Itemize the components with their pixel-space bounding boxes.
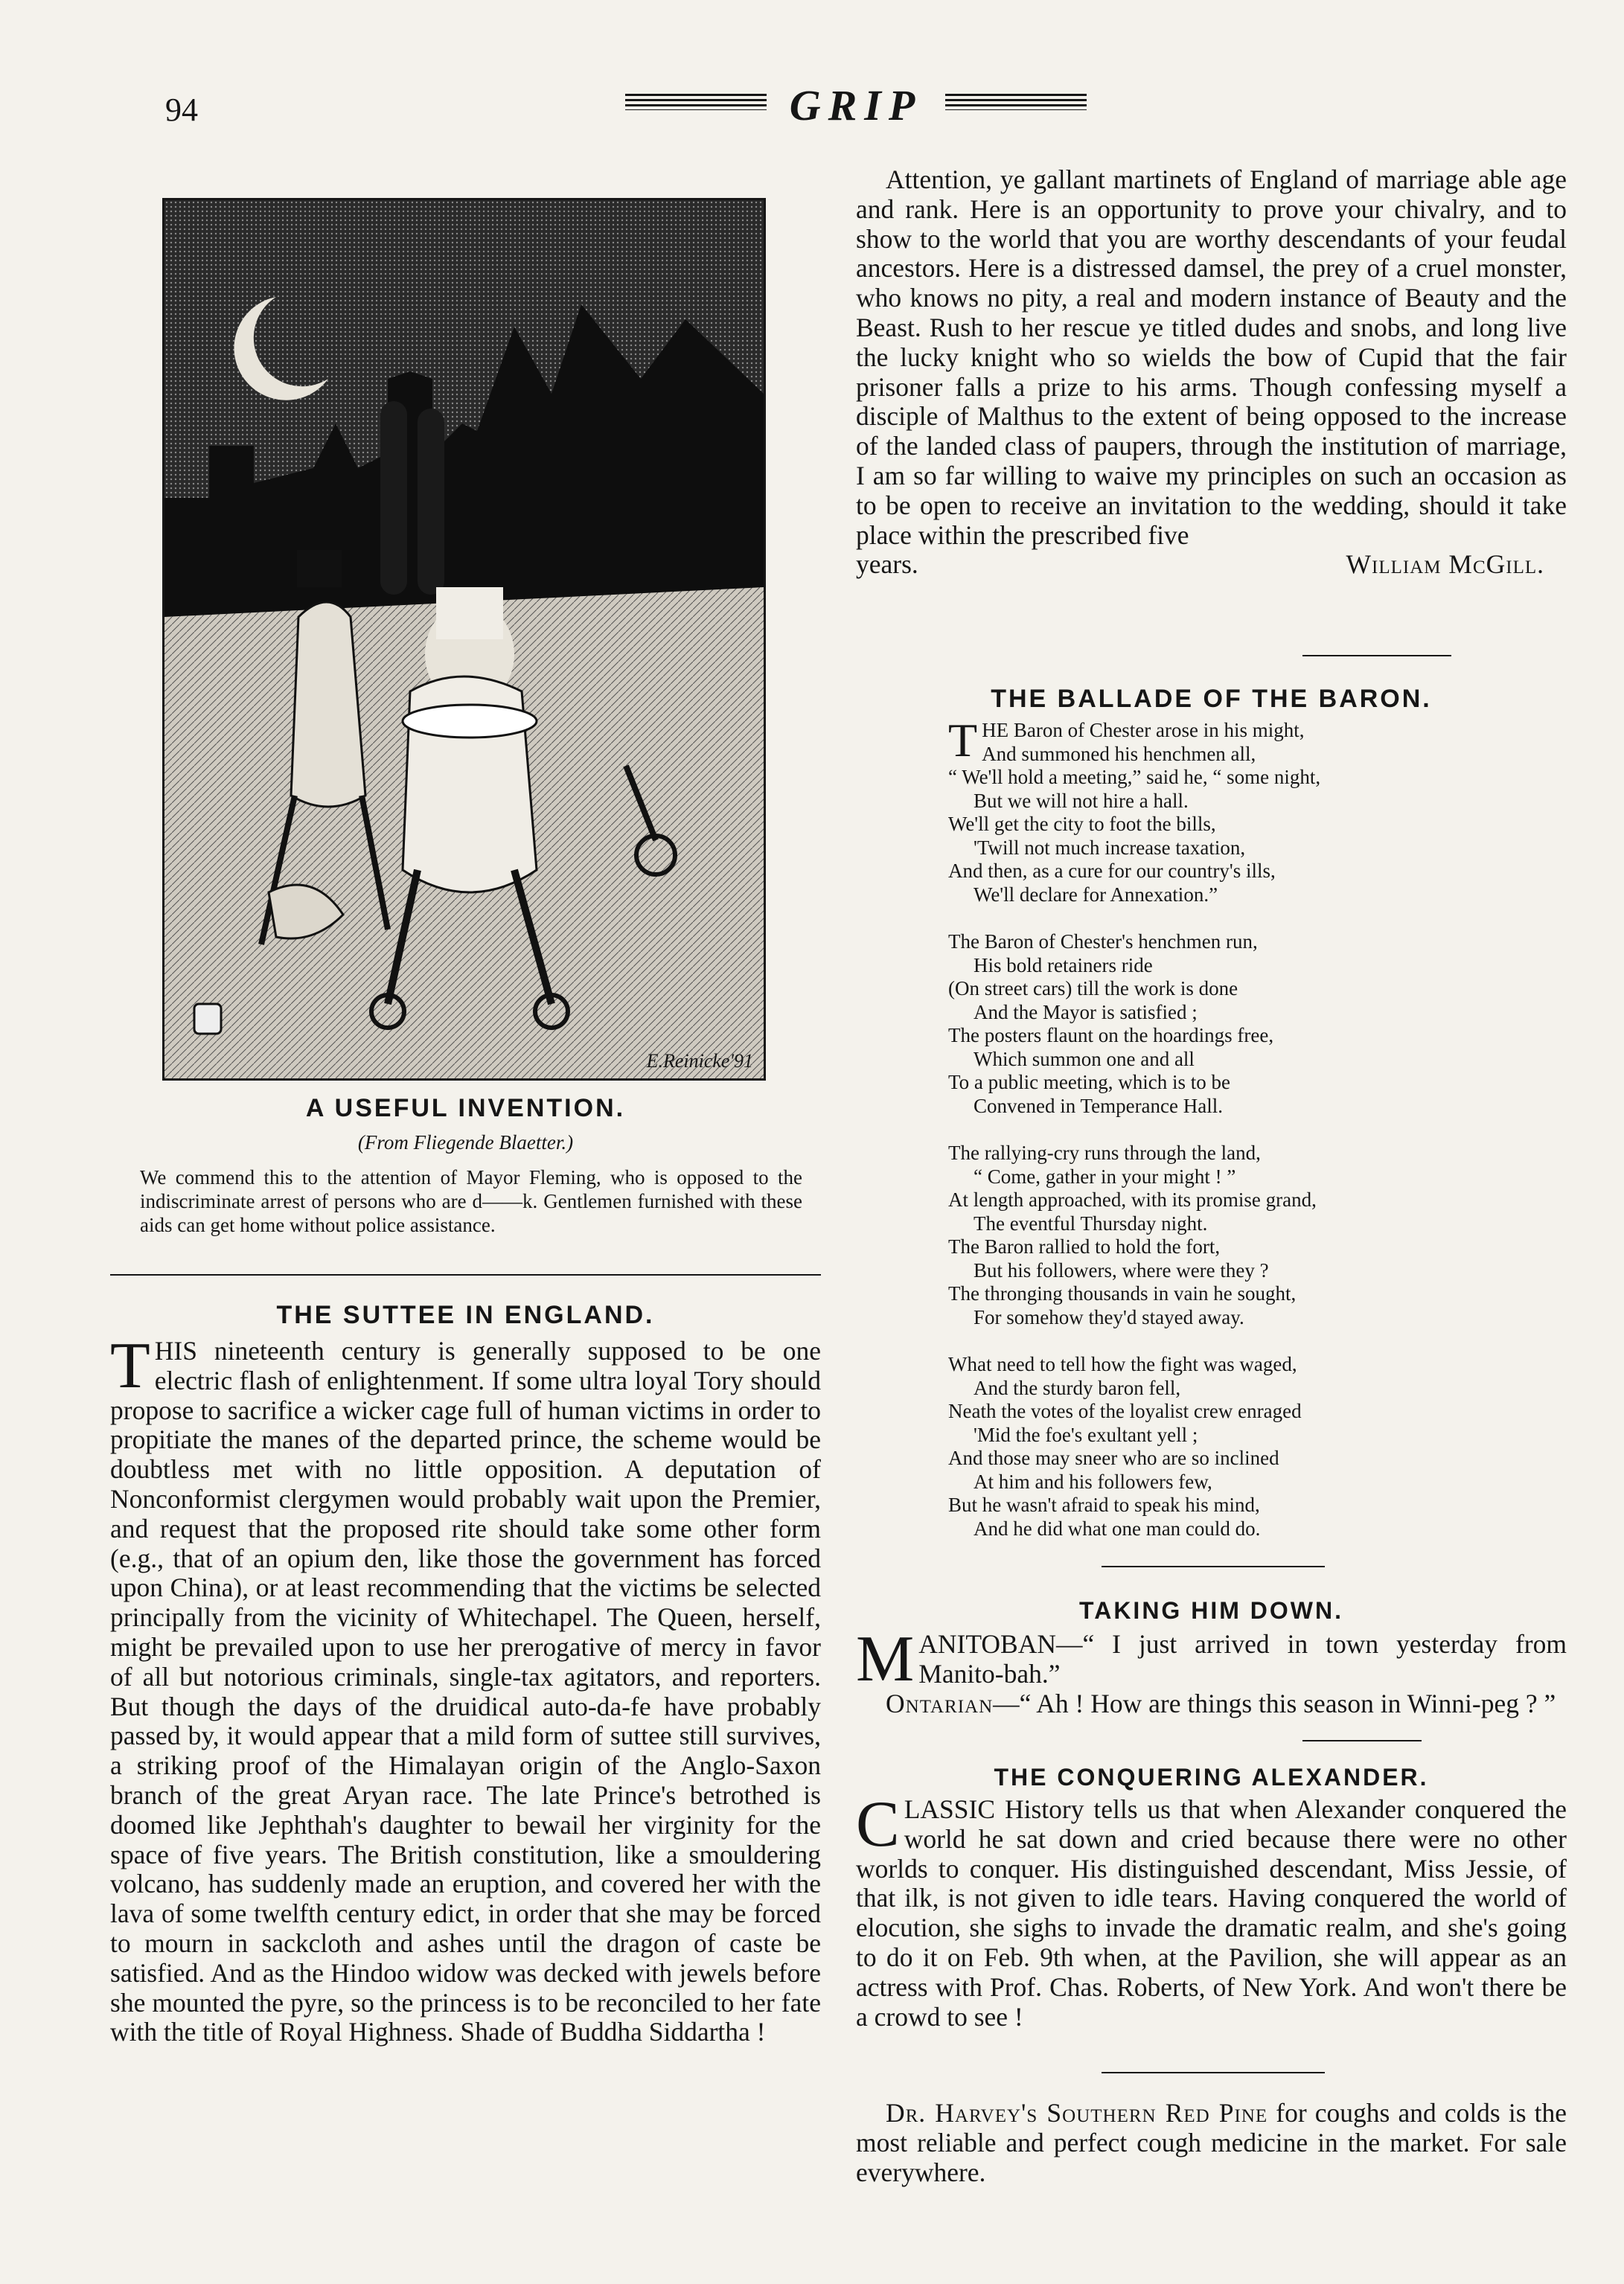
poem-line: For somehow they'd stayed away.: [974, 1305, 1244, 1328]
cartoon-caption: We commend this to the attention of Mayor Fleming, who is opposed to the indiscriminate arrest of persons who are d——k. Gentlemen furnished with these aids can get home without police assistance.: [140, 1166, 802, 1236]
short-rule: [1302, 1740, 1422, 1741]
poem-line: The rallying-cry runs through the land,: [948, 1142, 1261, 1164]
masthead-title: GRIP: [789, 81, 923, 129]
poem-line: Convened in Temperance Hall.: [974, 1094, 1223, 1117]
poem-line: (On street cars) till the work is done: [948, 977, 1238, 999]
poem-line: But he wasn't afraid to speak his mind,: [948, 1494, 1260, 1516]
cartoon-title: A USEFUL INVENTION.: [305, 1094, 626, 1122]
advert-text: for coughs and colds is the most reliable and perfect cough medicine in the market. For sale everywhere.: [856, 2098, 1567, 2187]
ballade-stanza-2: [948, 930, 1573, 1118]
poem-line: We'll get the city to foot the bills,: [948, 813, 1216, 835]
ballade-heading: THE BALLADE OF THE BARON.: [991, 685, 1432, 713]
attention-article: [856, 165, 1567, 580]
ballade-dropcap: T: [948, 714, 978, 767]
poem-line: 'Twill not much increase taxation,: [974, 836, 1246, 859]
short-rule: [1102, 1566, 1325, 1567]
poem-line: What need to tell how the fight was waged,: [948, 1353, 1297, 1375]
poem-line: His bold retainers ride: [974, 953, 1153, 976]
suttee-article: [110, 1330, 821, 2047]
poem-line: To a public meeting, which is to be: [948, 1071, 1231, 1093]
poem-line: And the sturdy baron fell,: [974, 1376, 1181, 1399]
attention-text: Attention, ye gallant martinets of England of marriage able age and rank. Here is an opportunity to prove your chivalry, and to show to the world that you are worthy descendants of your feudal ancestors. Here is a distressed damsel, the prey of a cruel monster, who knows no pity, a real and modern instance of Beauty and the Beast. Rush to her rescue ye titled dudes and snobs, and long live the lucky knight who so wields the bow of Cupid that the fair prisoner falls a prize to his arms. Though confessing myself a disciple of Malthus to the extent of being opposed to the increase of the landed class of paupers, through the institution of marriage, I am so far willing to waive my principles on such an occasion as to be open to receive an invitation to the wedding, should it take place within the prescribed five: [856, 164, 1567, 550]
conquering-heading: THE CONQUERING ALEXANDER.: [994, 1764, 1429, 1791]
poem-line: The Baron rallied to hold the fort,: [948, 1235, 1221, 1258]
section-rule: [110, 1274, 821, 1276]
taking-article: [856, 1623, 1567, 1718]
suttee-text: HIS nineteenth century is generally supposed to be one electric flash of enlightenment. If some ultra loyal Tory should propose to sacrifice a wicker cage full of human victims in order to propitiate the manes of the departed prince, the scheme would be doubtless met with no little opposition. A deputation of Nonconformist clergymen would probably wait upon the Premier, and request that the proposed rite should take some other form (e.g., that of an opium den, like those the government has forced upon China), or at least recommending that the victims be selected principally from the vicinity of Whitechapel. The Queen, herself, might be prevailed upon to use her prerogative of mercy in favor of all but notorious criminals, single-tax agitators, and reporters. But though the days of the druidical auto-da-fe have probably passed by, it would appear that a mild form of suttee still survives, a striking proof of the Himalayan origin of the Anglo-Saxon branch of the great Aryan race. The late Prince's betrothed is doomed like Jephthah's daughter to bewail her virginity for the space of five years. The British constitution, like a smouldering volcano, has suddenly made an eruption, and covered her with the lava of some twelfth century edict, in order that she may be forced to mourn in sackcloth and ashes until the dragon of caste be satisfied. And as the Hindoo widow was decked with jewels before she mounted the pyre, so the princess is to be reconciled to her fate with the title of Royal Highness. Shade of Buddha Siddartha !: [110, 1336, 821, 2047]
taking-line-2: Ontarian—“ Ah ! How are things this season in Winni-peg ? ”: [886, 1688, 1556, 1718]
poem-line: And he did what one man could do.: [974, 1517, 1261, 1540]
cartoon-source: (From Fliegende Blaetter.): [357, 1131, 574, 1154]
suttee-heading: THE SUTTEE IN ENGLAND.: [276, 1301, 655, 1329]
poem-line: At length approached, with its promise grand,: [948, 1189, 1317, 1211]
page-number: 94: [165, 92, 198, 128]
conquering-article: [856, 1788, 1567, 2032]
taking-line-1: MANITOBAN—“ I just arrived in town yesterday from Manito-bah.”: [856, 1623, 1567, 1695]
artist-signature: E.Reinicke'91: [646, 1050, 753, 1072]
poem-line: But his followers, where were they ?: [974, 1258, 1269, 1282]
taking-heading: TAKING HIM DOWN.: [1079, 1597, 1343, 1624]
ballade-stanza-1: [948, 714, 1573, 906]
conquering-dropcap: C: [856, 1788, 900, 1861]
poem-line: But we will not hire a hall.: [974, 789, 1189, 812]
poem-line: HE Baron of Chester arose in his might,: [982, 719, 1305, 741]
poem-line: “ We'll hold a meeting,” said he, “ some night,: [948, 766, 1321, 788]
poem-line: The posters flaunt on the hoardings free,: [948, 1024, 1274, 1046]
taking-dropcap: M: [856, 1623, 915, 1695]
poem-line: 'Mid the foe's exultant yell ;: [974, 1423, 1198, 1446]
ballade-stanza-4: [948, 1353, 1573, 1541]
ballade-stanza-3: [948, 1142, 1573, 1329]
advert: [856, 2099, 1567, 2187]
poem-line: And summoned his henchmen all,: [982, 742, 1256, 765]
attention-signoff: [856, 550, 1567, 580]
poem-line: And those may sneer who are so inclined: [948, 1447, 1279, 1469]
poem-line: The eventful Thursday night.: [974, 1212, 1208, 1235]
poem-line: And then, as a cure for our country's ills,: [948, 860, 1276, 882]
conquering-text: LASSIC History tells us that when Alexander conquered the world he sat down and cried because there were no other worlds to conquer. His distinguished descendant, Miss Jessie, of that ilk, is not given to idle tears. Having conquered the world of elocution, she sighs to invade the dramatic realm, and she's going to do it on Feb. 9th when, at the Pavilion, she will appear as an actress with Prof. Chas. Roberts, of New York. And won't there be a crowd to see !: [856, 1794, 1567, 2032]
masthead: [610, 80, 1102, 132]
poem-line: Neath the votes of the loyalist crew enraged: [948, 1400, 1302, 1422]
poem-line: The thronging thousands in vain he sought,: [948, 1282, 1297, 1305]
poem-line: Which summon one and all: [974, 1047, 1195, 1070]
cartoon-drawing: [164, 200, 764, 1078]
attention-last-word: years.: [856, 549, 918, 580]
poem-line: The Baron of Chester's henchmen run,: [948, 930, 1258, 953]
attention-author: William McGill.: [1346, 549, 1544, 580]
short-rule: [1302, 655, 1451, 656]
cartoon-illustration: [162, 198, 766, 1081]
poem-line: “ Come, gather in your might ! ”: [974, 1165, 1236, 1188]
poem-line: At him and his followers few,: [974, 1470, 1212, 1493]
suttee-dropcap: T: [110, 1330, 150, 1402]
poem-line: And the Mayor is satisfied ;: [974, 1000, 1198, 1023]
poem-line: We'll declare for Annexation.”: [974, 883, 1218, 906]
masthead-rule-right: [945, 94, 1087, 110]
short-rule: [1102, 2072, 1325, 2073]
advert-lead: Dr. Harvey's Southern Red Pine: [886, 2098, 1268, 2128]
